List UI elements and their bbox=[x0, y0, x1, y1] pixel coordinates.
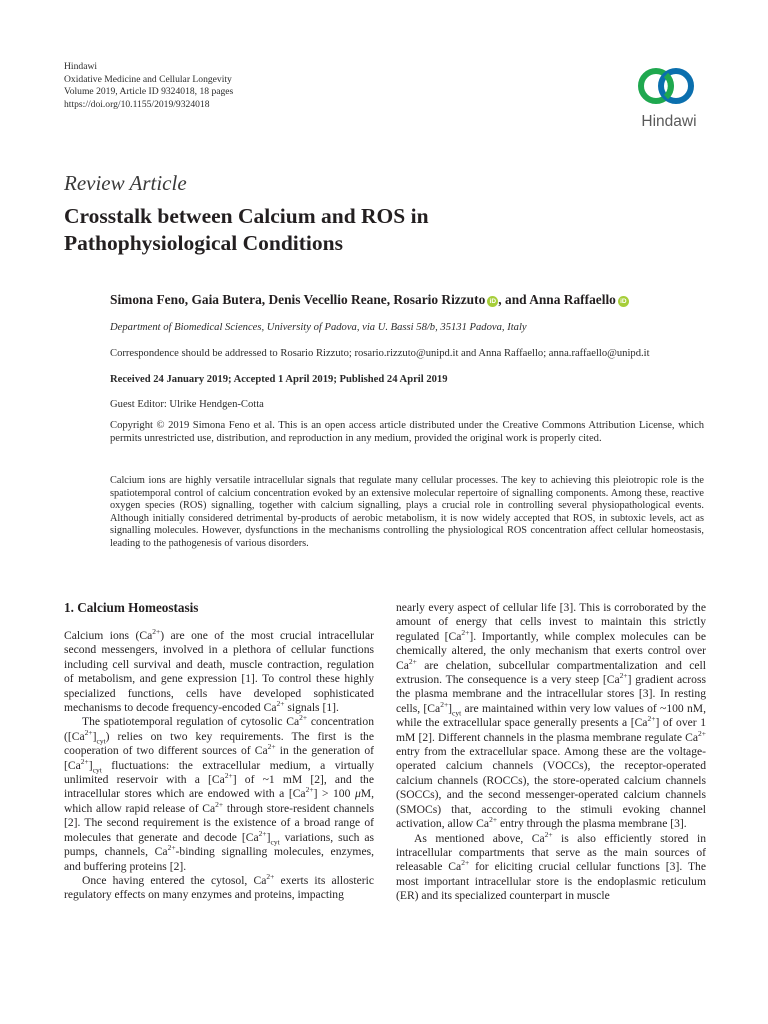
abstract: Calcium ions are highly versatile intracellular signals that regulate many cellular processes. The key to achieving this pleiotropic role is the spatiotemporal control of calcium concentration evoked by an extensive molecular repertoire of signalling components. Among these, reactive oxygen species (ROS) signalling, together with calcium signalling, plays a crucial role in controlling several physiopathological events. Although initially considered detrimental by-products of aerobic metabolism, it is now widely accepted that ROS, in subtoxic levels, act as signalling molecules. However, dysfunctions in the mechanisms controlling the physiological ROS concentration affect cellular homeostasis, leading to the pathogenesis of various disorders. bbox=[110, 475, 704, 549]
logo-wordmark: Hindawi bbox=[641, 113, 697, 130]
paragraph: nearly every aspect of cellular life [3]. This is corroborated by the amount of energy that cells invest to maintain this strictly regulated $[Ca^{2+}]$. Importantly, while complex molecules can be chemically altered, the only mechanism that exerts control over $Ca^{2+}$ are chelation, subcellular compartmentalization and cell extrusion. The consequence is a very steep $[Ca^{2+}]$ gradient across the plasma membrane and the intracellular stores [3]. In resting cells, $[Ca^{2+}]_{cyt}$ are maintained within very low values of ~100 nM, while the extracellular space generally presents a $[Ca^{2+}]$ of over 1 mM [2]. Different channels in the plasma membrane regulate $Ca^{2+}$ entry from the extracellular space. Among these are the voltage-operated calcium channels (VOCCs), the receptor-operated calcium channels (ROCCs), the store-operated calcium channels (SOCCs), and the second messenger-operated calcium channels (SMOCs) that, according to the stimuli evoking channel activation, allow $Ca^{2+}$ entry through the plasma membrane [3]. bbox=[396, 601, 707, 831]
body-column-right bbox=[396, 601, 706, 904]
section-heading: 1. Calcium Homeostasis bbox=[64, 600, 199, 615]
paragraph: As mentioned above, $Ca^{2+}$ is also efficiently stored in intracellular compartments that serve as the main sources of releasable $Ca^{2+}$ for eliciting crucial cellular functions [3]. The most important intracellular store is the endoplasmic reticulum (ER) and its specialized counterpart in muscle bbox=[396, 829, 706, 903]
publication-dates: Received 24 January 2019; Accepted 1 April 2019; Published 24 April 2019 bbox=[110, 374, 448, 385]
authors-part-2: , and Anna Raffaello bbox=[498, 292, 616, 307]
journal-meta bbox=[64, 61, 233, 111]
journal-name: Oxidative Medicine and Cellular Longevity bbox=[64, 73, 232, 85]
title-line-2: Pathophysiological Conditions bbox=[64, 231, 343, 255]
orcid-icon[interactable]: iD bbox=[487, 296, 498, 307]
author-list bbox=[110, 292, 629, 308]
title-line-1: Crosstalk between Calcium and ROS in bbox=[64, 204, 429, 228]
publisher-name: Hindawi bbox=[64, 61, 98, 72]
authors-part-1: Simona Feno, Gaia Butera, Denis Vecellio Reane, Rosario Rizzuto bbox=[110, 292, 486, 307]
orcid-icon[interactable]: iD bbox=[618, 296, 629, 307]
doi-link[interactable]: https://doi.org/10.1155/2019/9324018 bbox=[64, 98, 210, 110]
copyright-notice: Copyright © 2019 Simona Feno et al. This is an open access article distributed under the Creative Commons Attribution License, which permits unrestricted use, distribution, and reproduction in any medium, provided the original work is properly cited. bbox=[110, 420, 704, 444]
paragraph: Calcium ions $(Ca^{2+})$ are one of the most crucial intracellular second messengers, involved in a plethora of cellular functions including cell survival and death, muscle contraction, regulation of metabolism, and gene expression [1]. To control these highly specialized functions, cells have developed sophisticated mechanisms to decode frequency-encoded $Ca^{2+}$ signals [1]. bbox=[64, 627, 374, 715]
article-type: Review Article bbox=[64, 171, 187, 195]
article-title bbox=[64, 203, 624, 257]
paragraph: Once having entered the cytosol, $Ca^{2+}$ exerts its allosteric regulatory effects on many enzymes and proteins, impacting bbox=[64, 872, 374, 902]
paragraph: The spatiotemporal regulation of cytosolic $Ca^{2+}$ concentration $([Ca^{2+}]_{cyt})$ relies on two key requirements. The first is the cooperation of two different sources of $Ca^{2+}$ in the generation of $[Ca^{2+}]_{cyt}$ fluctuations: the extracellular medium, a virtually unlimited reservoir with a $[Ca^{2+}]$ of ~1 mM [2], and the intracellular stores which are endowed with a $[Ca^{2+}] > 100$ μM, which allow rapid release of $Ca^{2+}$ through store-resident channels [2]. The second requirement is the existence of a broad range of molecules that generate and decode $[Ca^{2+}]_{cyt}$ variations, such as pumps, channels, $Ca^{2+}$-binding signalling molecules, enzymes, and buffering proteins [2]. bbox=[64, 713, 375, 873]
guest-editor: Guest Editor: Ulrike Hendgen-Cotta bbox=[110, 399, 264, 410]
volume-line: Volume 2019, Article ID 9324018, 18 pages bbox=[64, 86, 234, 98]
body-column-left bbox=[64, 629, 374, 903]
affiliation: Department of Biomedical Sciences, University of Padova, via U. Bassi 58/b, 35131 Padova, Italy bbox=[110, 322, 527, 333]
correspondence: Correspondence should be addressed to Rosario Rizzuto; rosario.rizzuto@unipd.it and Anna Raffaello; anna.raffaello@unipd.it bbox=[110, 348, 650, 359]
